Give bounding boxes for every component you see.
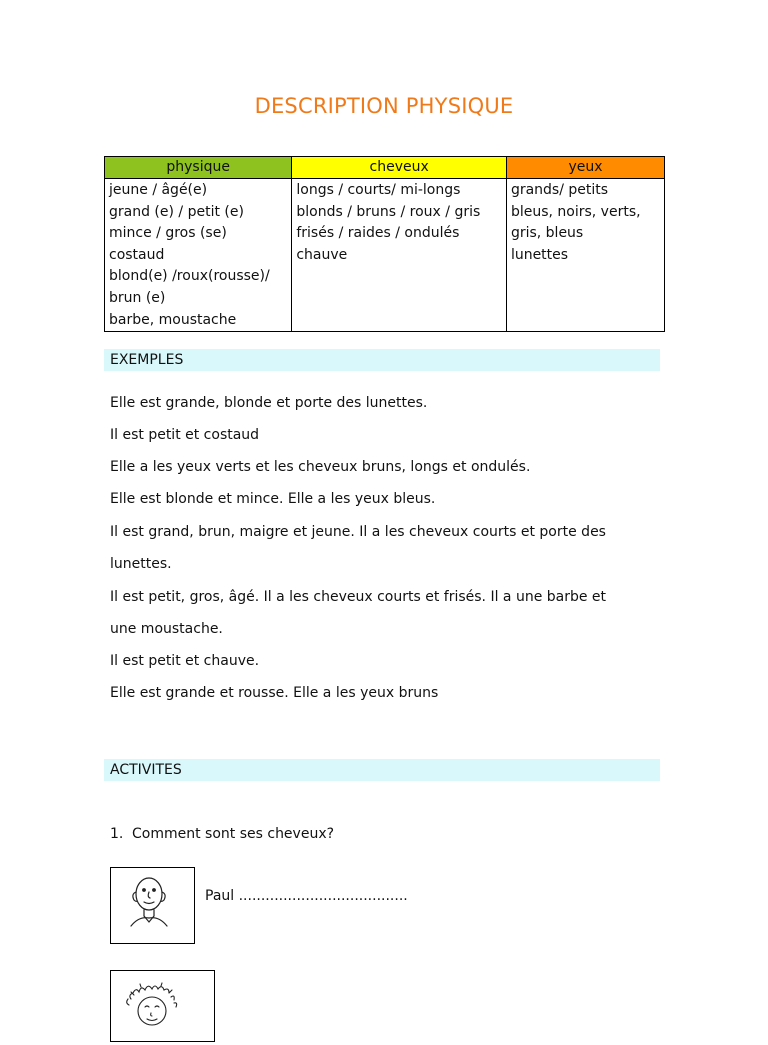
example-line: Elle est blonde et mince. Elle a les yeux bleus. <box>110 491 436 507</box>
example-line: lunettes. <box>110 556 172 572</box>
answer-line-paul[interactable] <box>205 888 408 904</box>
example-line: Il est petit et chauve. <box>110 653 260 669</box>
vocabulary-table <box>104 156 665 332</box>
example-line: Elle est grande, blonde et porte des lunettes. <box>110 395 428 411</box>
table-cell-line: mince / gros (se) <box>109 225 227 242</box>
table-cell-line: grands/ petits <box>510 182 609 198</box>
header-yeux: yeux <box>506 157 664 179</box>
table-cell-line: blonds / bruns / roux / gris <box>296 203 481 220</box>
portrait-curly-hair-image <box>110 970 215 1042</box>
question-text: Comment sont ses cheveux? <box>132 826 335 842</box>
column-physique-cell <box>105 179 292 332</box>
answer-name: Paul <box>205 888 235 904</box>
table-cell-line: jeune / âgé(e) <box>109 182 208 198</box>
answer-dotted-blank[interactable]: ...................................... <box>238 888 408 904</box>
table-cell-line: gris, bleus <box>510 225 584 242</box>
question-1 <box>110 826 334 842</box>
table-row <box>105 179 665 332</box>
table-cell-line: chauve <box>296 246 348 263</box>
curly-hair-drawing-icon <box>111 971 214 1041</box>
header-physique: physique <box>105 157 292 179</box>
portrait-paul-image <box>110 867 195 944</box>
example-line: Elle a les yeux verts et les cheveux bruns, longs et ondulés. <box>110 459 531 475</box>
table-cell-line: grand (e) / petit (e) <box>109 203 244 220</box>
table-cell-line: costaud <box>109 246 165 263</box>
example-line: Elle est grande et rousse. Elle a les yeux bruns <box>110 685 439 701</box>
table-cell-line: bleus, noirs, verts, <box>510 203 641 220</box>
table-cell-line: brun (e) <box>109 289 166 306</box>
table-cell-line: barbe, moustache <box>109 311 237 328</box>
column-cheveux-cell <box>292 179 507 332</box>
table-cell-line: lunettes <box>510 246 569 263</box>
header-cheveux: cheveux <box>292 157 507 179</box>
table-cell-line: blond(e) /roux(rousse)/ <box>109 268 270 285</box>
example-line: Il est petit, gros, âgé. Il a les cheveux courts et frisés. Il a une barbe et <box>110 589 607 605</box>
section-heading-exemples: EXEMPLES <box>104 349 660 371</box>
table-cell-line: frisés / raides / ondulés <box>296 225 460 242</box>
table-cell-line: longs / courts/ mi-longs <box>296 182 461 198</box>
bald-man-drawing-icon <box>111 868 194 943</box>
page-title: DESCRIPTION PHYSIQUE <box>254 94 514 118</box>
example-line: Il est grand, brun, maigre et jeune. Il a les cheveux courts et porte des <box>110 524 606 540</box>
table-header-row <box>105 157 665 179</box>
example-line: Il est petit et costaud <box>110 427 260 443</box>
column-yeux-cell <box>506 179 664 332</box>
example-line: une moustache. <box>110 621 223 637</box>
question-number: 1. <box>110 826 124 842</box>
section-heading-activites: ACTIVITES <box>104 759 660 781</box>
